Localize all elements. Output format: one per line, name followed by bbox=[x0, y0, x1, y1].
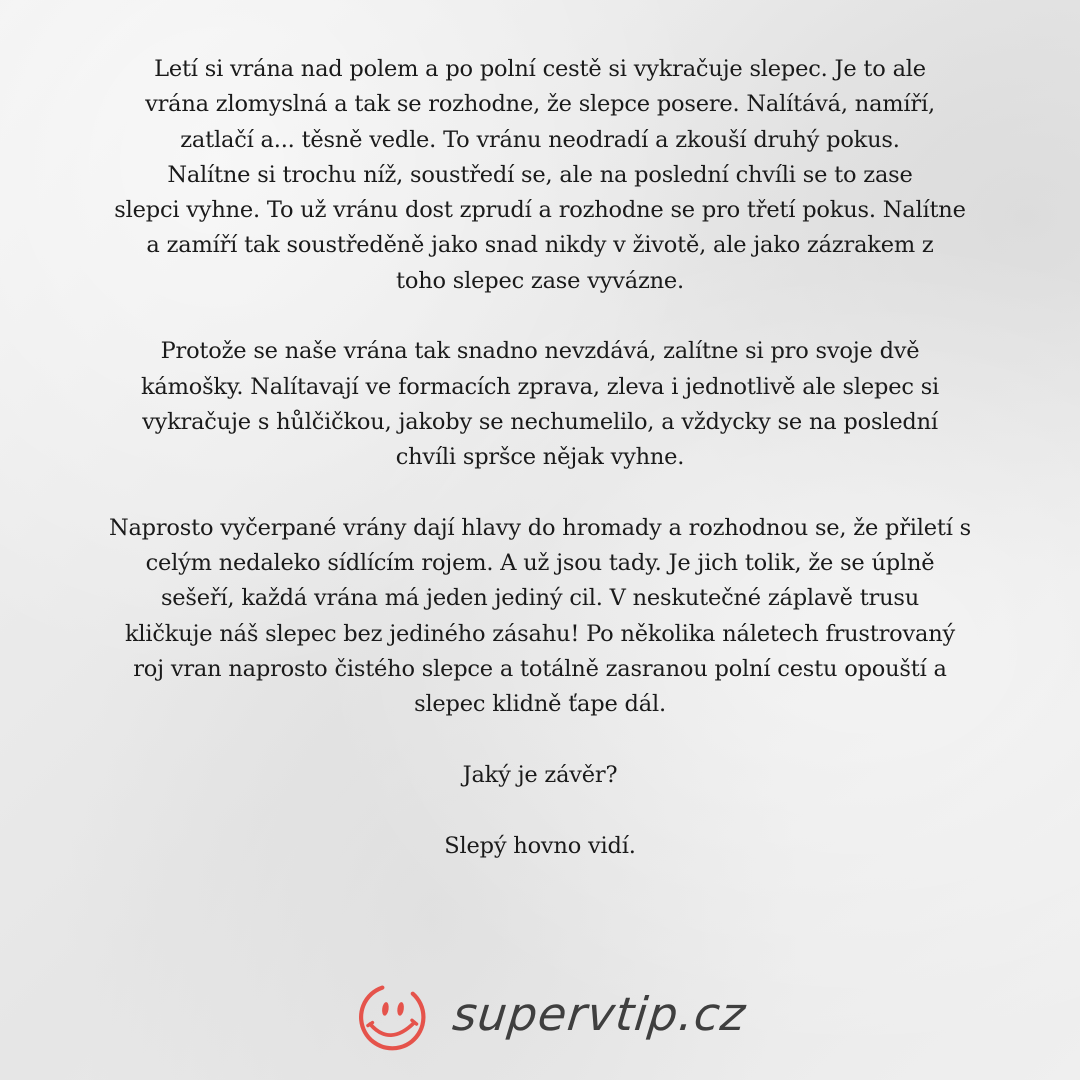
text-line: Protože se naše vrána tak snadno nevzdává, zalítne si pro svoje dvě bbox=[160, 338, 920, 365]
logo-text: supervtip.cz bbox=[450, 987, 749, 1041]
text-line: vrána zlomyslná a tak se rozhodne, že slepce posere. Nalítává, namíří, bbox=[145, 91, 935, 118]
text-line: slepci vyhne. To už vránu dost zprudí a rozhodne se pro třetí pokus. Nalítne bbox=[114, 197, 966, 224]
joke-content bbox=[0, 52, 1080, 864]
question bbox=[0, 758, 1080, 793]
text-line: sešeří, každá vrána má jeden jediný cil. V neskutečné záplavě trusu bbox=[160, 585, 920, 612]
paragraph-gap bbox=[0, 793, 1080, 828]
text-line: slepec klidně ťape dál. bbox=[414, 691, 666, 718]
text-line: kličkuje náš slepec bez jediného zásahu! Po několika náletech frustrovaný bbox=[124, 620, 956, 647]
paragraph-gap bbox=[0, 476, 1080, 511]
punchline bbox=[0, 829, 1080, 864]
question-line: Jaký je závěr? bbox=[462, 761, 618, 788]
text-line: Letí si vrána nad polem a po polní cestě si vykračuje slepec. Je to ale bbox=[154, 56, 926, 82]
paragraph-1 bbox=[0, 52, 1080, 299]
smiley-icon bbox=[355, 980, 431, 1056]
text-line: vykračuje s hůlčičkou, jakoby se nechumelilo, a vždycky se na poslední bbox=[142, 408, 938, 435]
text-line: zatlačí a... těsně vedle. To vránu neodradí a zkouší druhý pokus. bbox=[180, 126, 900, 153]
paragraph-gap bbox=[0, 299, 1080, 334]
paragraph-2 bbox=[0, 334, 1080, 475]
paragraph-gap bbox=[0, 723, 1080, 758]
text-line: a zamíří tak soustředěně jako snad nikdy v životě, ale jako zázrakem z bbox=[146, 232, 934, 259]
text-line: kámošky. Nalítavají ve formacích zprava, zleva i jednotlivě ale slepec si bbox=[140, 373, 940, 400]
paragraph-3 bbox=[0, 511, 1080, 723]
site-logo bbox=[355, 978, 749, 1058]
text-line: chvíli spršce nějak vyhne. bbox=[395, 444, 685, 471]
text-line: Naprosto vyčerpané vrány dají hlavy do hromady a rozhodnou se, že přiletí s bbox=[108, 514, 972, 541]
text-line: roj vran naprosto čistého slepce a totálně zasranou polní cestu opouští a bbox=[133, 656, 947, 683]
text-line: celým nedaleko sídlícím rojem. A už jsou tady. Je jich tolik, že se úplně bbox=[145, 550, 935, 577]
text-line: Nalítne si trochu níž, soustředí se, ale na poslední chvíli se to zase bbox=[167, 161, 913, 188]
text-line: toho slepec zase vyvázne. bbox=[396, 267, 684, 294]
punchline-line: Slepý hovno vidí. bbox=[444, 832, 636, 859]
